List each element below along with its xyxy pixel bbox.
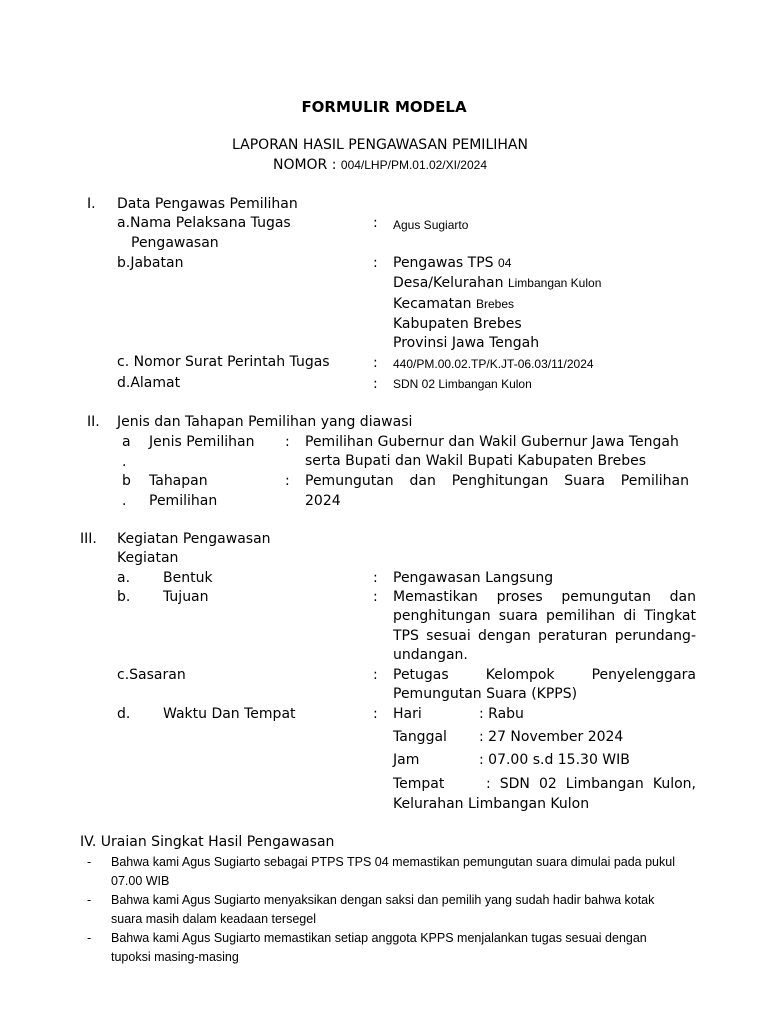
s3-d-letter: d.	[117, 706, 131, 722]
s1-b-line4: Kabupaten Brebes	[393, 316, 522, 332]
colon: :	[373, 589, 378, 605]
s2-a-dot: .	[122, 454, 127, 470]
s3-b-value-line4: undangan.	[393, 647, 468, 663]
s2-b-dot: .	[122, 493, 127, 509]
s1-b-line2-val: Limbangan Kulon	[507, 276, 602, 290]
s1-b-line3-main: Kecamatan	[393, 296, 472, 312]
s3-d-label: Waktu Dan Tempat	[163, 706, 296, 722]
s1-a-label-cont: Pengawasan	[131, 235, 219, 251]
jam-label: Jam	[393, 752, 420, 768]
bullet-dash: -	[87, 931, 92, 945]
jam-value: : 07.00 s.d 15.30 WIB	[479, 752, 630, 768]
section1-title: Data Pengawas Pemilihan	[117, 196, 298, 212]
s1-a-label: a.Nama Pelaksana Tugas	[117, 215, 291, 231]
s1-d-label: d.Alamat	[117, 375, 181, 391]
s1-b-label: b.Jabatan	[117, 255, 184, 271]
finding-1-line2: 07.00 WIB	[111, 874, 170, 888]
s3-c-value-line1: Petugas Kelompok Penyelenggara	[393, 667, 696, 683]
s3-a-letter: a.	[117, 570, 131, 586]
section1-number: I.	[87, 196, 96, 212]
s1-b-line1-val: 04	[498, 256, 512, 270]
finding-1-line1: Bahwa kami Agus Sugiarto sebagai PTPS TPS 04 memastikan pemungutan suara dimulai pada pukul	[111, 855, 675, 869]
s3-a-label: Bentuk	[163, 570, 213, 586]
s2-b-value-line2: 2024	[305, 493, 341, 509]
s1-b-line1-main: Pengawas TPS	[393, 255, 494, 271]
section4-title: IV. Uraian Singkat Hasil Pengawasan	[80, 834, 335, 850]
s1-c-label: c. Nomor Surat Perintah Tugas	[117, 354, 330, 370]
colon: :	[373, 255, 378, 271]
report-number	[0, 157, 760, 173]
s1-b-line2-main: Desa/Kelurahan	[393, 275, 504, 291]
section3-number: III.	[80, 531, 97, 547]
s1-b-line3-val: Brebes	[475, 297, 515, 311]
bullet-dash: -	[87, 855, 92, 869]
section2-number: II.	[87, 414, 100, 430]
section2-title: Jenis dan Tahapan Pemilihan yang diawasi	[117, 414, 413, 430]
colon: :	[373, 215, 378, 231]
colon: :	[285, 473, 290, 489]
finding-3-line1: Bahwa kami Agus Sugiarto memastikan setiap anggota KPPS menjalankan tugas sesuai dengan	[111, 931, 647, 945]
report-subtitle: LAPORAN HASIL PENGAWASAN PEMILIHAN	[232, 137, 528, 153]
s1-c-value: 440/PM.00.02.TP/K.JT-06.03/11/2024	[393, 357, 594, 371]
hari-label: Hari	[393, 706, 422, 722]
s2-b-value-line1: Pemungutan dan Penghitungan Suara Pemilihan	[305, 473, 689, 489]
s2-a-value-line2: serta Bupati dan Wakil Bupati Kabupaten Brebes	[305, 453, 647, 469]
bullet-dash: -	[87, 893, 92, 907]
s3-c-label: c.Sasaran	[117, 667, 186, 683]
colon: :	[373, 355, 378, 371]
s1-a-value: Agus Sugiarto	[393, 218, 469, 232]
s1-b-line5: Provinsi Jawa Tengah	[393, 335, 540, 351]
colon: :	[373, 376, 378, 392]
s3-c-value-line2: Pemungutan Suara (KPPS)	[393, 686, 578, 702]
nomor-label: NOMOR :	[272, 157, 341, 173]
tempat-label: Tempat	[393, 776, 445, 792]
finding-2-line2: suara masih dalam keadaan tersegel	[111, 912, 316, 926]
section3-title: Kegiatan Pengawasan	[117, 531, 271, 547]
s3-b-letter: b.	[117, 589, 131, 605]
finding-2-line1: Bahwa kami Agus Sugiarto menyaksikan dengan saksi dan pemilih yang sudah hadir bahwa kotak	[111, 893, 655, 907]
s2-b-label-line1: Tahapan	[149, 473, 208, 489]
s3-b-value-line1: Memastikan proses pemungutan dan	[393, 589, 696, 605]
tempat-value: : SDN 02 Limbangan Kulon,	[486, 776, 696, 792]
nomor-value: 004/LHP/PM.01.02/XI/2024	[340, 158, 488, 172]
finding-3-line2: tupoksi masing-masing	[111, 950, 239, 964]
form-title: FORMULIR MODELA	[301, 98, 467, 116]
hari-value: : Rabu	[479, 706, 524, 722]
colon: :	[373, 570, 378, 586]
colon: :	[373, 667, 378, 683]
s2-a-label: Jenis Pemilihan	[149, 434, 255, 450]
s2-b-label-line2: Pemilihan	[149, 493, 218, 509]
s2-a-letter: a	[122, 434, 131, 450]
s1-b-line2	[393, 275, 601, 291]
s3-b-value-line2: penghitungan suara pemilihan di Tingkat	[393, 608, 696, 624]
colon: :	[285, 434, 290, 450]
tempat-value-cont: Kelurahan Limbangan Kulon	[393, 796, 590, 812]
s1-d-value: SDN 02 Limbangan Kulon	[393, 377, 532, 391]
s3-b-value-line3: TPS sesuai dengan peraturan perundang-	[393, 628, 696, 644]
s3-a-value: Pengawasan Langsung	[393, 570, 554, 586]
s2-b-letter: b	[122, 473, 131, 489]
tanggal-value: : 27 November 2024	[479, 729, 624, 745]
s1-b-line3	[393, 296, 514, 312]
section3-subtitle: Kegiatan	[117, 550, 179, 566]
s1-b-line1	[393, 255, 511, 271]
colon: :	[373, 706, 378, 722]
s3-b-label: Tujuan	[163, 589, 209, 605]
tanggal-label: Tanggal	[393, 729, 447, 745]
s2-a-value-line1: Pemilihan Gubernur dan Wakil Gubernur Jawa Tengah	[305, 434, 679, 450]
